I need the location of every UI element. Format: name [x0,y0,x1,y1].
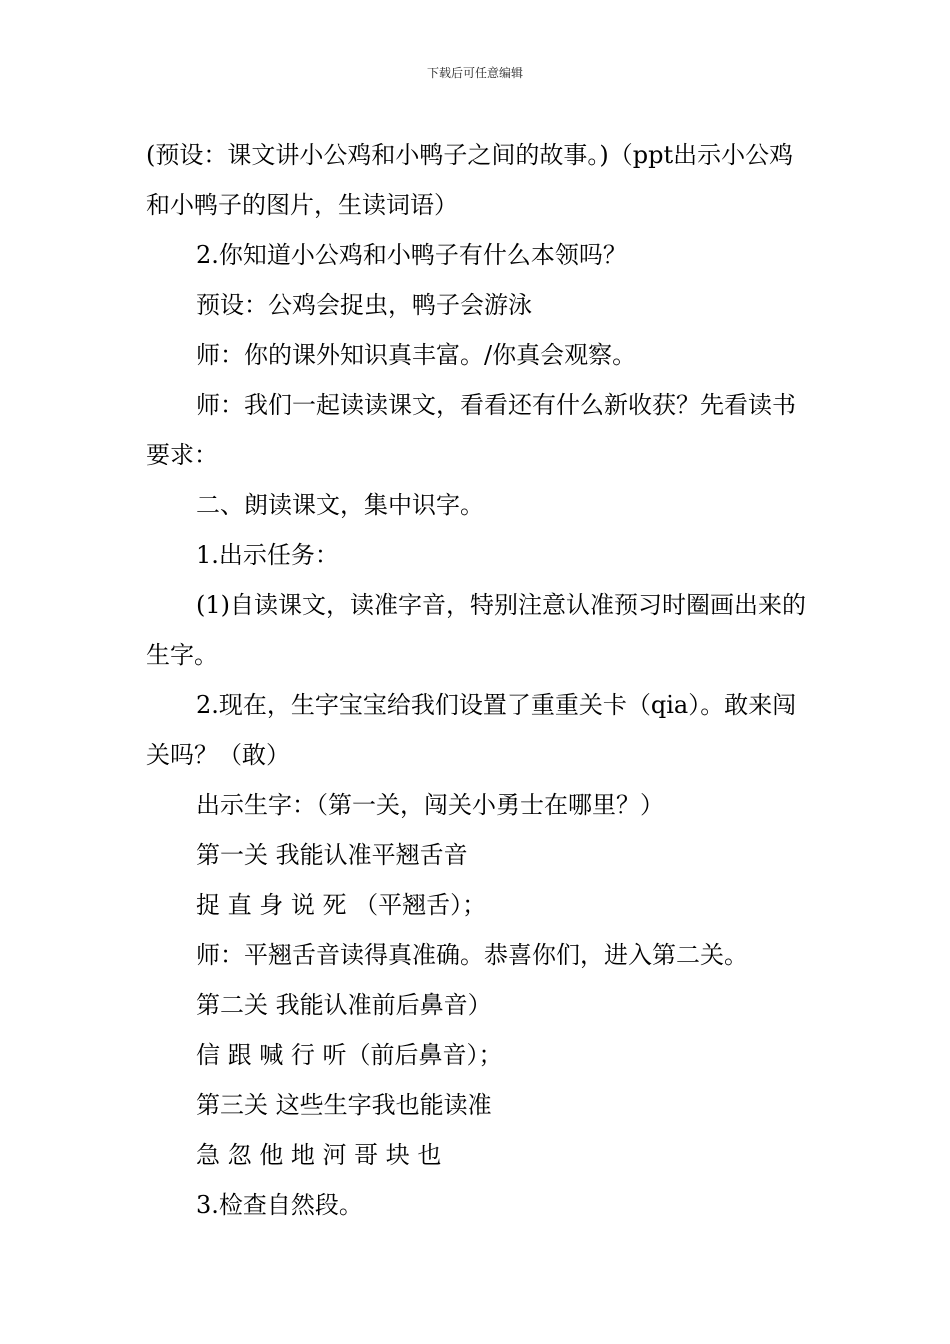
paragraph: 预设：公鸡会捉虫，鸭子会游泳 [196,291,532,319]
paragraph: 师：平翘舌音读得真准确。恭喜你们，进入第二关。 [196,941,748,969]
paragraph: 信 跟 喊 行 听（前后鼻音）； [196,1041,503,1069]
paragraph: 捉 直 身 说 死 （平翘舌）； [196,891,487,919]
paragraph: 2.你知道小公鸡和小鸭子有什么本领吗？ [196,241,627,269]
paragraph: (1)自读课文，读准字音，特别注意认准预习时圈画出来的生字。 [146,591,806,669]
paragraph: (预设：课文讲小公鸡和小鸭子之间的故事。)（ppt出示小公鸡和小鸭子的图片，生读词语） [146,141,794,219]
paragraph: 1.出示任务： [196,541,339,569]
paragraph: 师：我们一起读读课文，看看还有什么新收获？先看读书要求： [146,391,796,469]
paragraph: 出示生字：（第一关，闯关小勇士在哪里？） [196,791,664,819]
paragraph: 急 忽 他 地 河 哥 块 也 [196,1141,442,1169]
paragraph: 第一关 我能认准平翘舌音 [196,841,468,869]
paragraph: 第三关 这些生字我也能读准 [196,1091,492,1119]
page-header: 下载后可任意编辑 [426,66,523,80]
paragraph: 3.检查自然段。 [196,1191,363,1219]
document-body [146,130,810,1230]
paragraph: 二、朗读课文，集中识字。 [196,491,484,519]
paragraph: 第二关 我能认准前后鼻音） [196,991,492,1019]
paragraph: 2.现在，生字宝宝给我们设置了重重关卡（qia）。敢来闯关吗？（敢） [146,691,797,769]
paragraph: 师：你的课外知识真丰富。/你真会观察。 [196,341,637,369]
